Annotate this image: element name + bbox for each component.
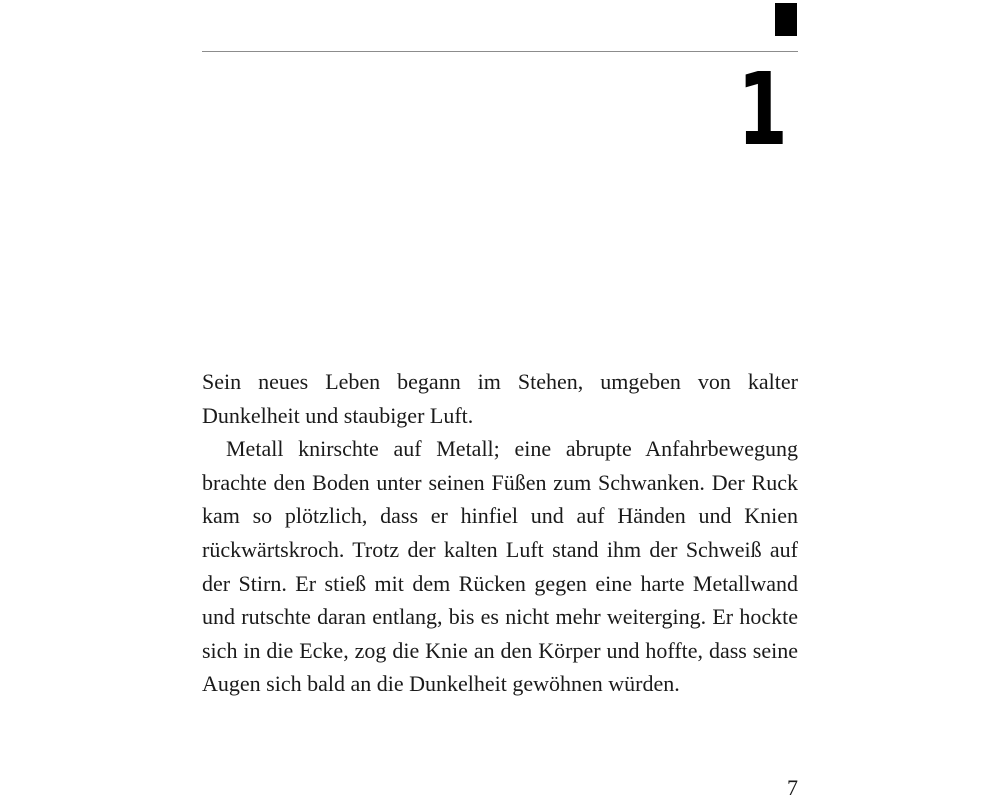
paragraph-2: Metall knirschte auf Metall; eine abrupte Anfahrbewegung brachte den Boden unter seinen Füßen zum Schwanken. Der Ruck kam so plötzlich, dass er hinfiel und auf Händen und Knien rückwärtskroch. Trotz der kalten Luft stand ihm der Schweiß auf der Stirn. Er stieß mit dem Rücken gegen eine harte Metallwand und rutschte daran entlang, bis es nicht mehr weiterging. Er hockte sich in die Ecke, zog die Knie an den Körper und hoffte, dass seine Augen sich bald an die Dunkelheit gewöhnen würden.: [202, 436, 798, 697]
header-rule: [202, 51, 798, 52]
page-number: 7: [787, 775, 798, 800]
thumb-index-marker: [775, 3, 797, 36]
chapter-number: 1: [737, 51, 788, 168]
paragraph-1: Sein neues Leben begann im Stehen, umgeben von kalter Dunkelheit und staubiger Luft.: [202, 369, 798, 428]
chapter-body: [202, 365, 798, 701]
